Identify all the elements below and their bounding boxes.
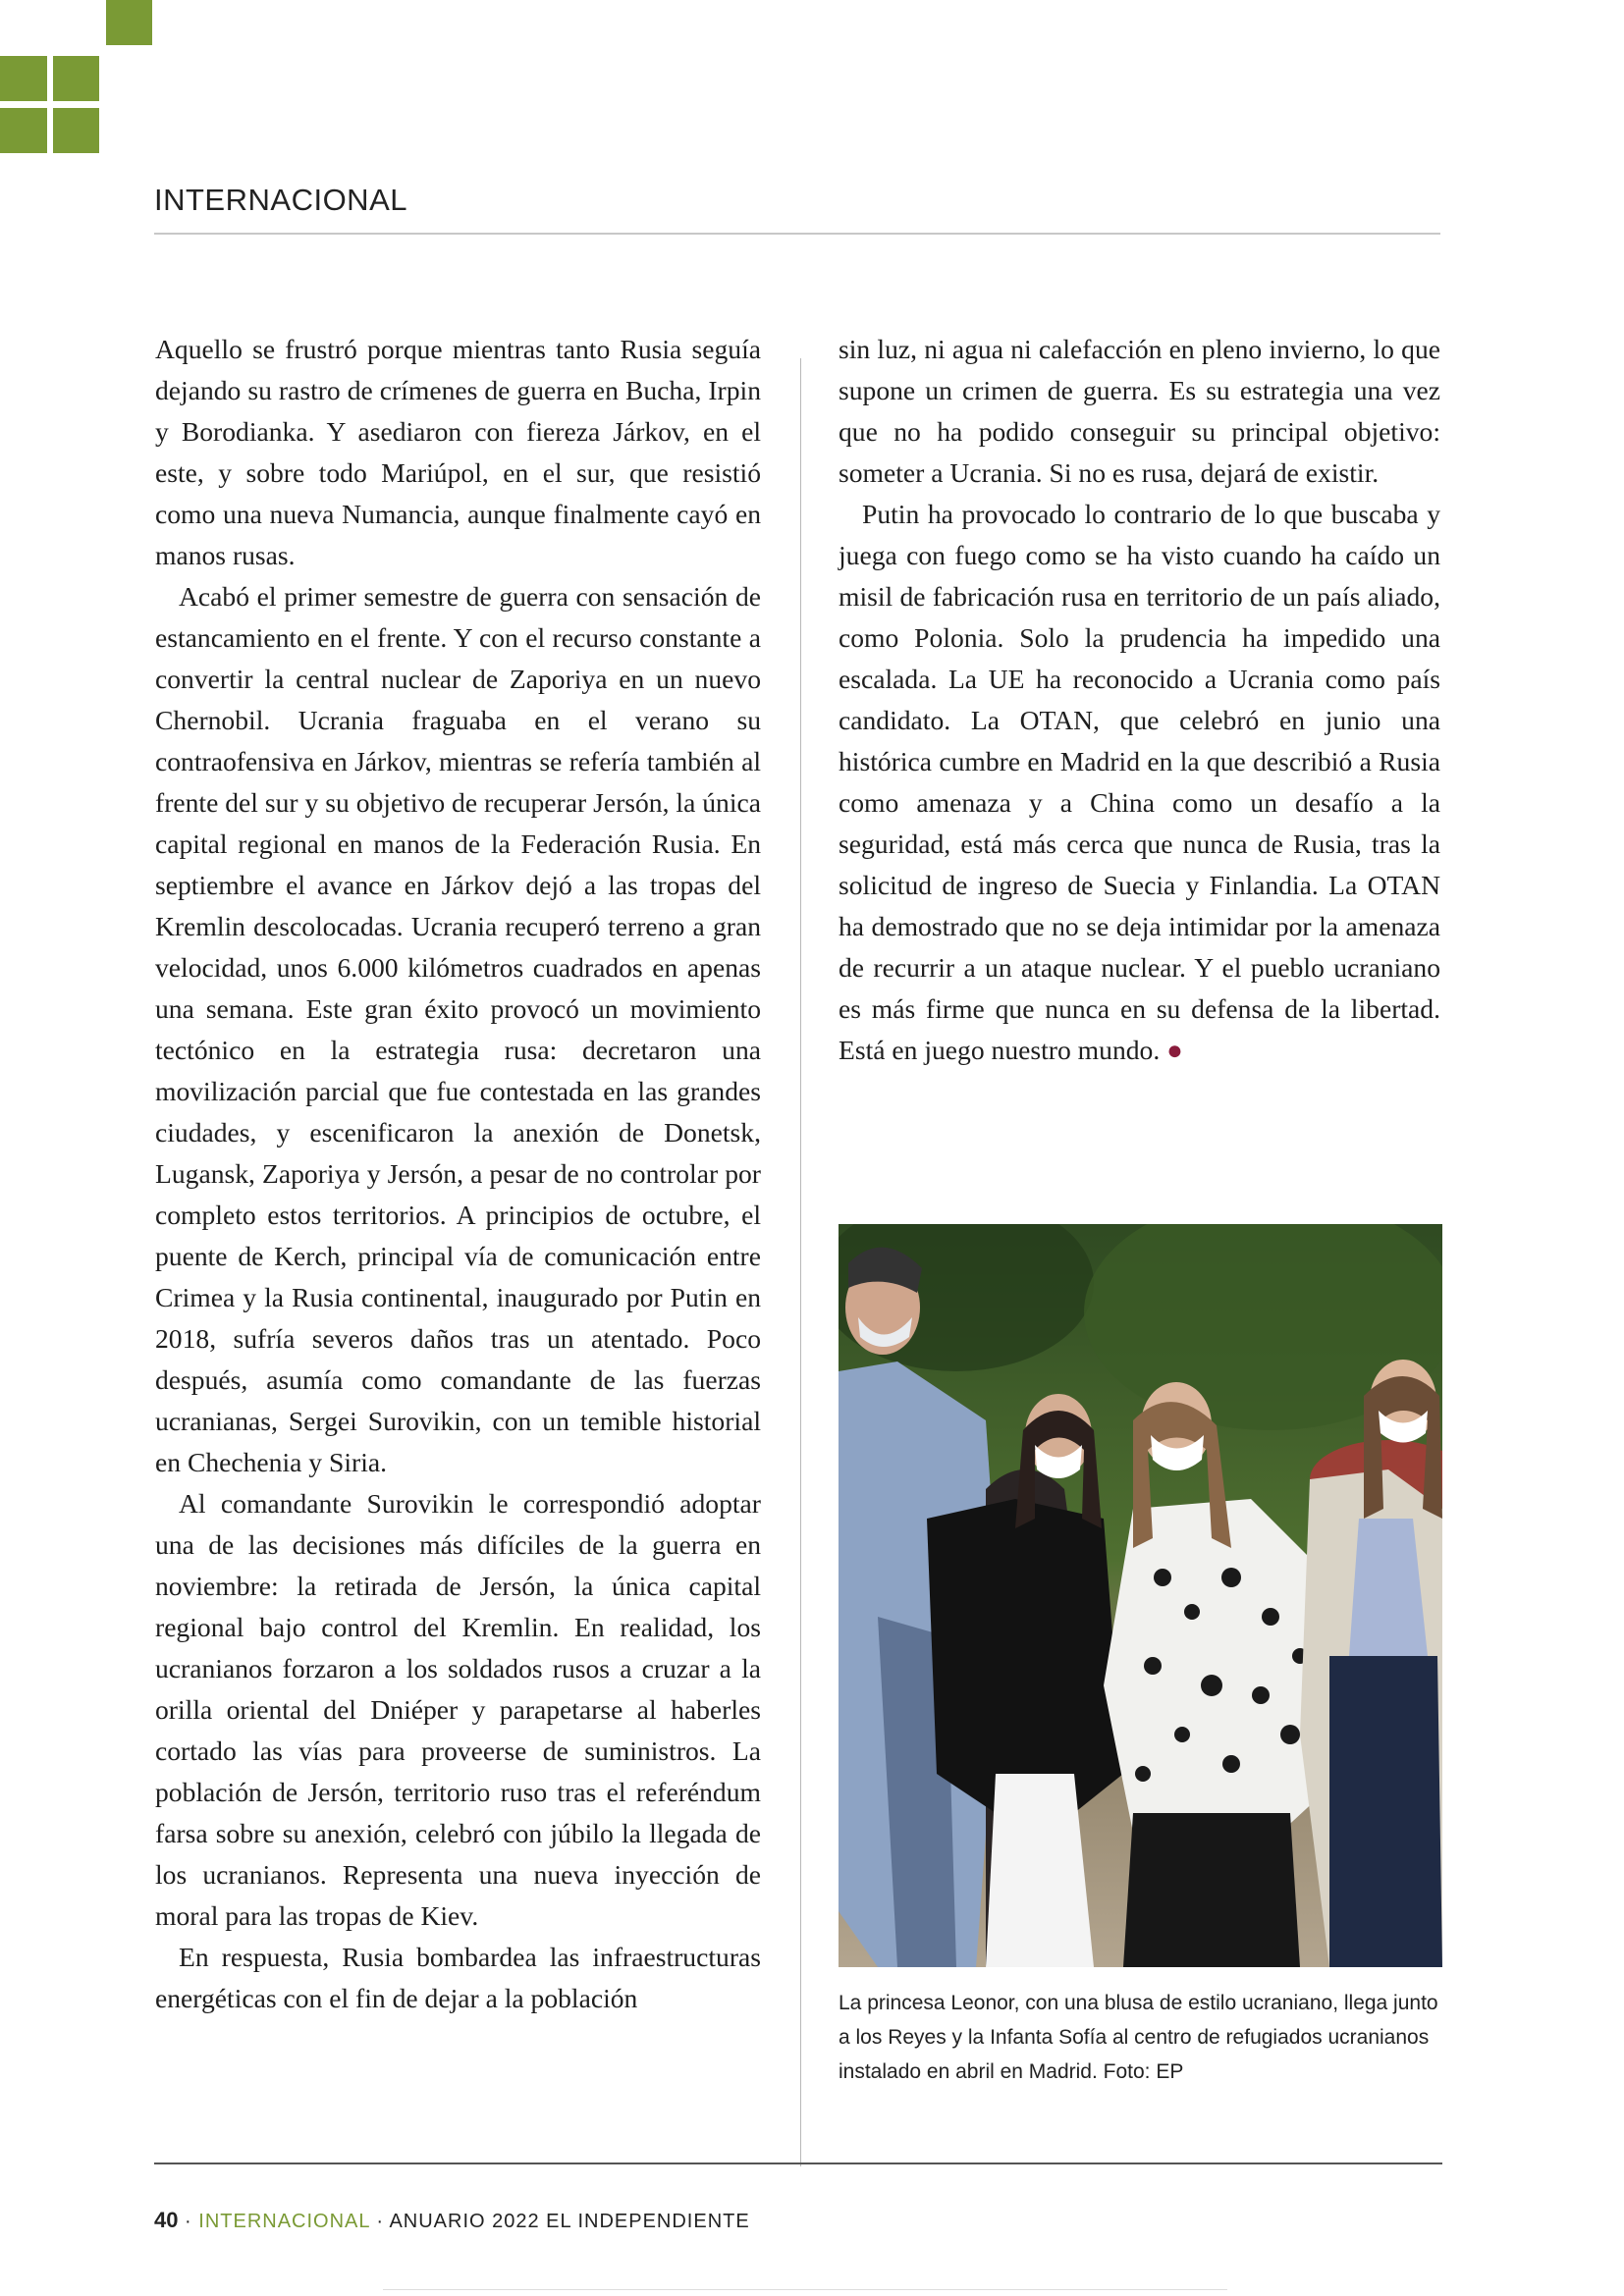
header-divider xyxy=(154,233,1440,235)
footer-separator: · xyxy=(369,2211,390,2232)
article-photo xyxy=(839,1224,1442,1967)
paragraph: Al comandante Surovikin le correspondió adoptar una de las decisiones más difíciles de la guerra en noviembre: la retirada de Jersón, la única capital regional bajo control del Kremlin. En realidad, los ucranianos forzaron a los soldados rusos a cruzar a la orilla oriental del Dniéper y parapetarse al haberles cortado las vías para proveerse de suministros. La población de Jersón, territorio ruso tras el referéndum farsa sobre su anexión, celebró con júbilo la llegada de los ucranianos. Representa una nueva inyección de moral para las tropas de Kiev. xyxy=(155,1488,761,1931)
article-column-right xyxy=(839,329,1440,1071)
article-column-left xyxy=(155,329,761,2019)
footer-publication: ANUARIO 2022 EL INDEPENDIENTE xyxy=(389,2211,750,2232)
page-number: 40 xyxy=(154,2208,179,2232)
corner-square-upper-right xyxy=(53,56,99,101)
footer-divider xyxy=(154,2163,1442,2164)
bottom-rule xyxy=(383,2289,1227,2290)
column-divider xyxy=(800,358,801,2166)
paragraph-final xyxy=(839,494,1440,1071)
paragraph: sin luz, ni agua ni calefacción en pleno invierno, lo que supone un crimen de guerra. Es su estrategia una vez que no ha podido conseguir su principal objetivo: someter a Ucrania. Si no es rusa, dejará de existir. xyxy=(839,334,1440,488)
paragraph-text: Putin ha provocado lo contrario de lo que buscaba y juega con fuego como se ha visto cuando ha caído un misil de fabricación rusa en territorio de un país aliado, como Polonia. Solo la prudencia ha impedido una escalada. La UE ha reconocido a Ucrania como país candidato. La OTAN, que celebró en junio una histórica cumbre en Madrid en la que describió a Rusia como amenaza y a China como un desafío a la seguridad, está más cerca que nunca de Rusia, tras la solicitud de ingreso de Suecia y Finlandia. La OTAN ha demostrado que no se deja intimidar por la amenaza de recurrir a un ataque nuclear. Y el pueblo ucraniano es más firme que nunca en su defensa de la libertad. Está en juego nuestro mundo. xyxy=(839,499,1440,1065)
corner-square-upper-left xyxy=(0,56,47,101)
corner-square-lower-left xyxy=(0,108,47,153)
corner-square-lower-right xyxy=(53,108,99,153)
corner-square-top xyxy=(106,0,152,45)
photo-caption: La princesa Leonor, con una blusa de estilo ucraniano, llega junto a los Reyes y la Infanta Sofía al centro de refugiados ucranianos instalado en abril en Madrid. Foto: EP xyxy=(839,1992,1438,2083)
paragraph: Aquello se frustró porque mientras tanto Rusia seguía dejando su rastro de crímenes de guerra en Bucha, Irpin y Borodianka. Y asediaron con fiereza Járkov, en el este, y sobre todo Mariúpol, en el sur, que resistió como una nueva Numancia, aunque finalmente cayó en manos rusas. xyxy=(155,334,761,570)
paragraph: En respuesta, Rusia bombardea las infraestructuras energéticas con el fin de dejar a la población xyxy=(155,1942,761,2013)
footer-separator: · xyxy=(178,2211,199,2232)
paragraph: Acabó el primer semestre de guerra con sensación de estancamiento en el frente. Y con el recurso constante a convertir la central nuclear de Zaporiya en un nuevo Chernobil. Ucrania fraguaba en el verano su contraofensiva en Járkov, mientras se refería también al frente del sur y su objetivo de recuperar Jersón, la única capital regional en manos de la Federación Rusia. En septiembre el avance en Járkov dejó a las tropas del Kremlin descolocadas. Ucrania recuperó terreno a gran velocidad, unos 6.000 kilómetros cuadrados en apenas una semana. Este gran éxito provocó un movimiento tectónico en la estrategia rusa: decretaron una movilización parcial que fue contestada en las grandes ciudades, y escenificaron la anexión de Donetsk, Lugansk, Zaporiya y Jersón, a pesar de no controlar por completo estos territorios. A principios de octubre, el puente de Kerch, principal vía de comunicación entre Crimea y la Rusia continental, inaugurado por Putin en 2018, sufría severos daños tras un atentado. Poco después, asumía como comandante de las fuerzas ucranianas, Sergei Surovikin, con un temible historial en Chechenia y Siria. xyxy=(155,581,761,1477)
page-footer xyxy=(154,2208,750,2233)
end-of-article-mark: ● xyxy=(1166,1035,1183,1065)
footer-section: INTERNACIONAL xyxy=(198,2211,370,2232)
section-title: INTERNACIONAL xyxy=(154,183,407,217)
